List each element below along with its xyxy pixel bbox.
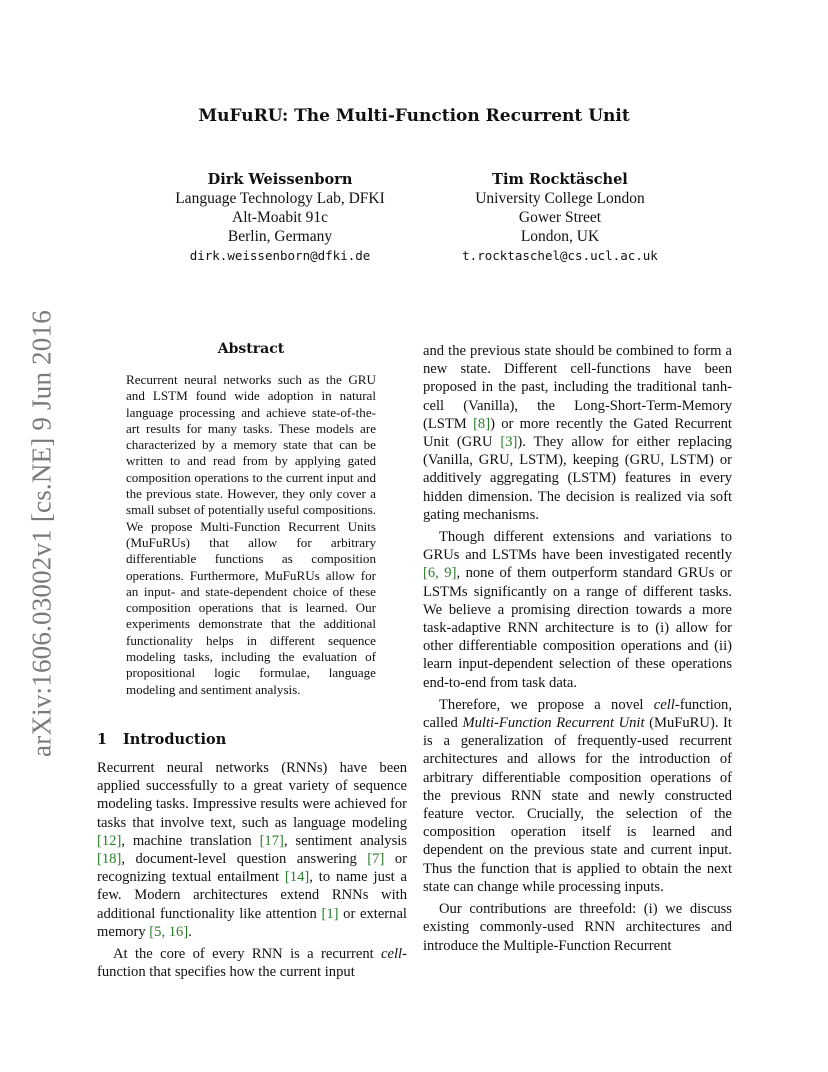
left-column: [97, 759, 407, 981]
text-span: Recurrent neural networks (RNNs) have been applied successfully to a great variety of sequence modeling tasks. Impressive results were achieved for tasks that involve text, such as language modeling: [97, 760, 407, 831]
text-span: ) or more recently the Gated Recurrent Unit (GRU: [423, 415, 732, 451]
text-span: At the core of every RNN is a recurrent: [113, 946, 382, 963]
text-span: Therefore, we propose a novel: [439, 696, 654, 713]
citation-link[interactable]: [3]: [500, 434, 518, 451]
citation-link[interactable]: [18]: [97, 851, 122, 868]
author-address-line: London, UK: [520, 228, 600, 245]
citation-link[interactable]: [6, 9]: [423, 565, 457, 582]
citation-link[interactable]: [8]: [473, 415, 491, 432]
section-title: Introduction: [123, 731, 227, 748]
author-email[interactable]: t.rocktaschel@cs.ucl.ac.uk: [462, 248, 658, 263]
text-span: -function, called: [423, 696, 732, 732]
citation-link[interactable]: [17]: [259, 832, 284, 849]
citation-link[interactable]: [12]: [97, 832, 122, 849]
paragraph: [423, 342, 732, 524]
author-affiliation: University College London: [475, 190, 645, 207]
text-span: Though different extensions and variations to GRUs and LSTMs have been investigated recently: [423, 529, 732, 564]
right-column: [423, 342, 732, 955]
author-affiliation: Language Technology Lab, DFKI: [175, 190, 385, 207]
text-span: , machine translation: [121, 832, 260, 849]
text-span: , document-level question answering: [121, 851, 368, 868]
emphasis-text: Multi-Function Recurrent Unit: [462, 715, 645, 732]
text-span: -function that specifies how the current input: [97, 946, 407, 981]
author-email[interactable]: dirk.weissenborn@dfki.de: [189, 248, 371, 263]
paragraph: [97, 759, 407, 941]
author-name: Tim Rocktäschel: [492, 171, 628, 188]
abstract-body: Recurrent neural networks such as the GRU and LSTM found wide adoption in natural language processing and achieve state-of-the-art results for many tasks. These models are characterized by a memory state that can be written to and read from by applying gated composition operations to the current input and the previous state. However, they only cover a small subset of potentially useful compositions. We propose Multi-Function Recurrent Units (MuFuRUs) that allow for arbitrary differentiable functions as composition operations. Furthermore, MuFuRUs allow for an input- and state-dependent choice of these composition operations that is learned. Our experiments demonstrate that the additional functionality helps in different sequence modeling tasks, including the evaluation of propositional logic formulae, language modeling and sentiment analysis.: [126, 372, 376, 697]
section-heading: [97, 731, 407, 748]
emphasis-text: cell: [653, 696, 675, 713]
author-address-line: Berlin, Germany: [227, 228, 333, 245]
author-block-2: [430, 170, 690, 265]
text-span: .: [188, 923, 192, 940]
text-span: ). They allow for either replacing (Vanilla, GRU, LSTM), keeping (GRU, LSTM) or additively aggregating (LSTM) features in every hidden dimension. The decision is realized via soft gating mechanisms.: [423, 434, 732, 523]
citation-link[interactable]: [7]: [367, 851, 385, 868]
text-span: , to name just a few. Modern architectures extend RNNs with additional functionality like attention: [97, 869, 408, 922]
text-span: , none of them outperform standard GRUs or LSTMs significantly on a range of different tasks. We believe a promising direction towards a more task-adaptive RNN architecture is to (i) allow for other differentiable composition operations and (ii) learn input-dependent selection of these operations end-to-end from task data.: [423, 565, 732, 691]
paragraph: [97, 945, 407, 981]
citation-link[interactable]: [14]: [284, 869, 310, 886]
text-span: or external memory: [97, 905, 407, 940]
text-span: and the previous state should be combined to form a new state. Different cell-functions have been proposed in the past, including the traditional tanh-cell (Vanilla), the Long-Short-Term-Memory (LSTM: [423, 343, 732, 432]
arxiv-identifier: arXiv:1606.03002v1 [cs.NE] 9 Jun 2016: [26, 310, 57, 757]
author-address-line: Alt-Moabit 91c: [232, 209, 328, 226]
paragraph: [423, 900, 732, 955]
paragraph: [423, 696, 732, 896]
text-span: or recognizing textual entailment: [97, 851, 407, 886]
author-block-1: [150, 170, 410, 265]
citation-link[interactable]: [5, 16]: [149, 923, 189, 940]
paper-title: MuFuRU: The Multi-Function Recurrent Unit: [198, 106, 630, 126]
paragraph: [423, 528, 732, 692]
section-number: 1: [97, 731, 108, 748]
emphasis-text: cell: [381, 946, 403, 963]
text-span: Our contributions are threefold: (i) we discuss existing commonly-used RNN architectures and introduce the Multiple-Function Recurrent: [423, 901, 732, 954]
text-span: (MuFuRU). It is a generalization of frequently-used recurrent architectures and allows for the introduction of arbitrary differentiable composition operations of the previous RNN state and newly constructed feature vector. Crucially, the selection of the composition operation itself is learned and dependent on the previous state and current input. Thus the function that is applied to obtain the next state can change while processing inputs.: [423, 715, 732, 895]
author-name: Dirk Weissenborn: [207, 171, 353, 188]
abstract-heading: Abstract: [217, 341, 285, 357]
author-address-line: Gower Street: [518, 209, 602, 226]
citation-link[interactable]: [1]: [321, 905, 339, 922]
text-span: , sentiment analysis: [283, 832, 407, 849]
